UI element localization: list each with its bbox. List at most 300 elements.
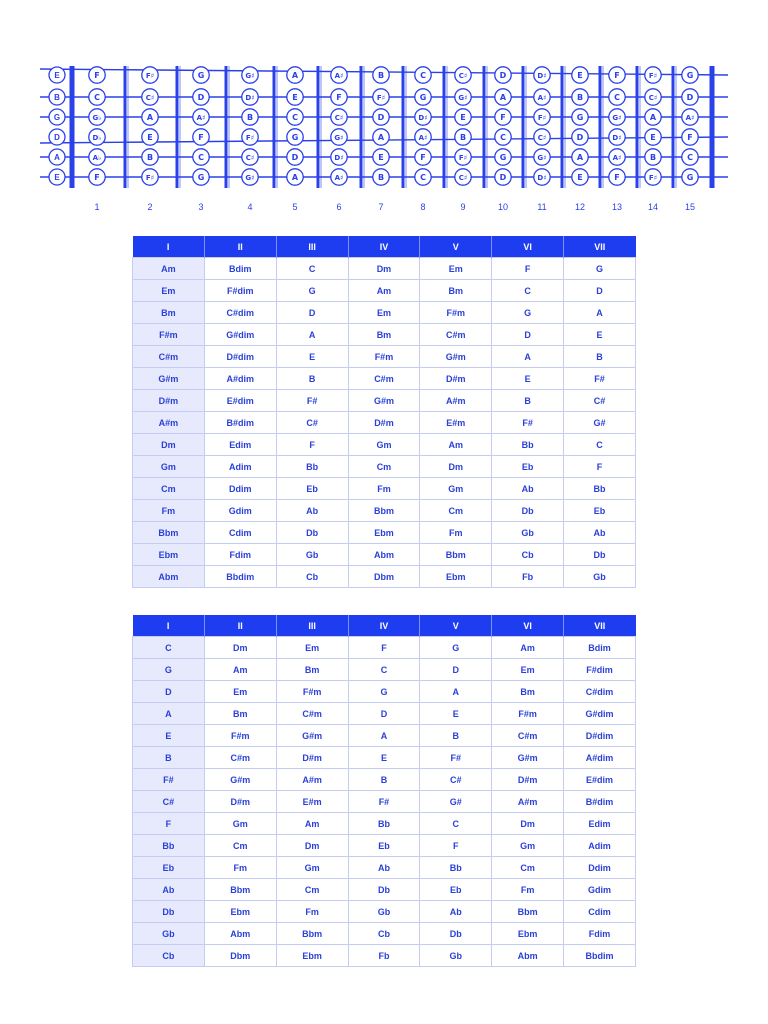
chord-cell: Ab [276, 500, 348, 522]
degree-header-i: I [133, 615, 205, 637]
chord-cell: Eb [492, 456, 564, 478]
chord-cell: E#dim [564, 769, 636, 791]
chord-cell: Gb [276, 544, 348, 566]
chord-cell: E#m [420, 412, 492, 434]
chord-cell: G [564, 258, 636, 280]
note-label: A [377, 133, 385, 143]
table-row [133, 522, 636, 544]
chord-cell: G# [564, 412, 636, 434]
chord-cell: Em [276, 637, 348, 659]
table-row [133, 478, 636, 500]
chord-cell: Bm [420, 280, 492, 302]
key-cell: Eb [133, 857, 205, 879]
chord-cell: C#m [420, 324, 492, 346]
chord-cell: Dm [492, 813, 564, 835]
chord-cell: G#m [204, 769, 276, 791]
chord-cell: Ddim [564, 857, 636, 879]
note-label: A♭ [92, 154, 102, 163]
note-label: D♯ [612, 134, 622, 143]
chord-cell: G#m [348, 390, 420, 412]
note-label: E [378, 153, 384, 163]
chord-cell: Edim [204, 434, 276, 456]
degree-header-i: I [133, 236, 205, 258]
chord-cell: A [348, 725, 420, 747]
chord-cell: Am [276, 813, 348, 835]
chord-cell: Bbm [276, 923, 348, 945]
degree-header-iv: IV [348, 615, 420, 637]
note-label: D♯ [245, 94, 255, 103]
note-label: F♯ [145, 72, 155, 81]
chord-cell: Bm [204, 703, 276, 725]
chord-cell: Bb [348, 813, 420, 835]
note-label: F [198, 133, 204, 143]
fret-bar [317, 66, 320, 188]
chord-cell: D [564, 280, 636, 302]
chord-cell: G#m [492, 747, 564, 769]
chord-cell: D [420, 659, 492, 681]
chord-cell: D#m [204, 791, 276, 813]
chord-cell: F# [564, 368, 636, 390]
table-row [133, 901, 636, 923]
chord-cell: C [564, 434, 636, 456]
note-label: G [686, 71, 694, 81]
note-label: G♯ [537, 154, 547, 163]
fret-number: 6 [336, 202, 342, 212]
minor-key-chord-table [132, 236, 636, 588]
chord-cell: G# [420, 791, 492, 813]
fret-bar [672, 66, 675, 188]
fret-number: 8 [420, 202, 426, 212]
chord-cell: Am [204, 659, 276, 681]
table-row [133, 879, 636, 901]
chord-cell: Ebm [276, 945, 348, 967]
chord-cell: B [348, 769, 420, 791]
chord-cell: Bb [420, 857, 492, 879]
note-label: G♭ [92, 114, 102, 123]
chord-cell: A [420, 681, 492, 703]
table-row [133, 637, 636, 659]
chord-cell: D [276, 302, 348, 324]
table-row [133, 769, 636, 791]
note-label: E [147, 133, 153, 143]
chord-cell: B#dim [564, 791, 636, 813]
chord-cell: Cb [348, 923, 420, 945]
chord-cell: C [276, 258, 348, 280]
chord-cell: C#dim [204, 302, 276, 324]
chord-cell: Em [204, 681, 276, 703]
chord-cell: Bbm [348, 500, 420, 522]
note-label: C [94, 93, 100, 103]
chord-cell: Gm [420, 478, 492, 500]
table-row [133, 945, 636, 967]
note-label: A♯ [334, 72, 344, 81]
minor-table-header-row [133, 236, 636, 258]
chord-cell: Am [420, 434, 492, 456]
fret-number: 12 [574, 202, 586, 212]
note-label: A [576, 153, 584, 163]
chord-cell: Gm [492, 835, 564, 857]
degree-header-iii: III [276, 236, 348, 258]
note-label: A♯ [196, 114, 206, 123]
note-label: D♯ [334, 154, 344, 163]
key-cell: Bb [133, 835, 205, 857]
chord-cell: Gb [348, 901, 420, 923]
chord-cell: Fm [204, 857, 276, 879]
fret-bar [483, 66, 486, 188]
note-label: B [459, 133, 467, 143]
note-label: F [94, 173, 100, 183]
chord-cell: C# [564, 390, 636, 412]
table-row [133, 346, 636, 368]
chord-cell: Ebm [492, 923, 564, 945]
fret-number: 7 [378, 202, 384, 212]
note-label: G [291, 133, 299, 143]
chord-cell: Abm [492, 945, 564, 967]
chord-cell: F#dim [204, 280, 276, 302]
chord-cell: E#dim [204, 390, 276, 412]
chord-cell: F [420, 835, 492, 857]
open-string-label: B [54, 93, 60, 103]
note-label: A [291, 173, 299, 183]
chord-cell: Ab [420, 901, 492, 923]
key-cell: A#m [133, 412, 205, 434]
table-row [133, 368, 636, 390]
chord-cell: Gm [276, 857, 348, 879]
chord-cell: Fdim [204, 544, 276, 566]
note-label: D [686, 93, 694, 103]
chord-cell: F#m [348, 346, 420, 368]
open-string-label: E [54, 71, 60, 81]
chord-cell: Dm [420, 456, 492, 478]
chord-cell: F# [276, 390, 348, 412]
note-label: F [614, 173, 620, 183]
chord-cell: Db [348, 879, 420, 901]
note-label: F♯ [537, 114, 547, 123]
chord-cell: C#dim [564, 681, 636, 703]
fretboard-diagram [0, 0, 768, 225]
chord-cell: Ebm [420, 566, 492, 588]
table-row [133, 324, 636, 346]
chord-cell: D#dim [564, 725, 636, 747]
chord-cell: E [564, 324, 636, 346]
table-row [133, 725, 636, 747]
note-label: A♯ [685, 114, 695, 123]
nut [70, 66, 75, 188]
chord-cell: F#m [420, 302, 492, 324]
chord-cell: Cm [492, 857, 564, 879]
table-row [133, 456, 636, 478]
fret-bar [124, 66, 127, 188]
chord-cell: B [276, 368, 348, 390]
chord-cell: F [276, 434, 348, 456]
chord-cell: Dm [204, 637, 276, 659]
note-label: D [499, 71, 507, 81]
note-label: C♯ [145, 94, 155, 103]
degree-header-vi: VI [492, 615, 564, 637]
key-cell: Gb [133, 923, 205, 945]
fret-bar [443, 66, 446, 188]
chord-cell: F# [492, 412, 564, 434]
fret-bar [599, 66, 602, 188]
note-label: B [246, 113, 254, 123]
chord-cell: Ab [492, 478, 564, 500]
note-label: G♯ [458, 94, 468, 103]
chord-cell: Edim [564, 813, 636, 835]
chord-cell: Gb [564, 566, 636, 588]
chord-cell: G#m [420, 346, 492, 368]
key-cell: F [133, 813, 205, 835]
key-cell: G#m [133, 368, 205, 390]
chord-cell: F# [348, 791, 420, 813]
note-label: F [94, 71, 100, 81]
degree-header-v: V [420, 615, 492, 637]
key-cell: Gm [133, 456, 205, 478]
chord-cell: A#dim [564, 747, 636, 769]
note-label: E [292, 93, 298, 103]
chord-cell: Eb [348, 835, 420, 857]
chord-cell: Cdim [204, 522, 276, 544]
key-cell: F# [133, 769, 205, 791]
table-row [133, 280, 636, 302]
chord-cell: Bdim [564, 637, 636, 659]
key-cell: Db [133, 901, 205, 923]
note-label: A [499, 93, 507, 103]
note-label: D♯ [537, 174, 547, 183]
chord-cell: Bdim [204, 258, 276, 280]
note-label: G♯ [334, 134, 344, 143]
chord-cell: Dbm [348, 566, 420, 588]
chord-cell: A#dim [204, 368, 276, 390]
open-string-label: A [54, 153, 60, 163]
chord-cell: D#m [348, 412, 420, 434]
note-label: C [500, 133, 506, 143]
chord-cell: G [492, 302, 564, 324]
table-row [133, 791, 636, 813]
fret-number: 5 [292, 202, 298, 212]
chord-cell: Gdim [204, 500, 276, 522]
chord-cell: Db [420, 923, 492, 945]
chord-cell: Eb [420, 879, 492, 901]
table-row [133, 258, 636, 280]
table-row [133, 659, 636, 681]
chord-cell: C#m [276, 703, 348, 725]
chord-cell: E#m [276, 791, 348, 813]
chord-cell: F# [420, 747, 492, 769]
chord-cell: Cm [348, 456, 420, 478]
fret-number: 13 [611, 202, 623, 212]
chord-cell: Fdim [564, 923, 636, 945]
note-label: B [649, 153, 657, 163]
chord-cell: C#m [492, 725, 564, 747]
chord-cell: E [348, 747, 420, 769]
note-label: G♯ [245, 72, 255, 81]
note-label: A♯ [418, 134, 428, 143]
fret-number: 9 [460, 202, 466, 212]
note-label: B [576, 93, 584, 103]
chord-cell: C [348, 659, 420, 681]
chord-cell: Db [492, 500, 564, 522]
note-label: G [197, 173, 205, 183]
degree-header-vii: VII [564, 615, 636, 637]
fret-number: 14 [647, 202, 659, 212]
note-label: F [420, 153, 426, 163]
chord-cell: Fm [492, 879, 564, 901]
chord-cell: B [564, 346, 636, 368]
chord-cell: Bb [492, 434, 564, 456]
table-row [133, 703, 636, 725]
chord-cell: Abm [348, 544, 420, 566]
degree-header-iv: IV [348, 236, 420, 258]
chord-cell: Bb [276, 456, 348, 478]
fret-bar [522, 66, 525, 188]
note-label: F♯ [648, 174, 658, 183]
chord-cell: Cm [420, 500, 492, 522]
chord-cell: Eb [564, 500, 636, 522]
note-label: D [377, 113, 385, 123]
note-label: B [377, 173, 385, 183]
note-label: D [197, 93, 205, 103]
note-label: C [292, 113, 298, 123]
note-label: F♯ [245, 134, 255, 143]
note-label: D♯ [537, 72, 547, 81]
note-label: F♯ [376, 94, 386, 103]
major-key-chord-table [132, 615, 636, 967]
chord-cell: F#m [492, 703, 564, 725]
chord-cell: Ebm [204, 901, 276, 923]
degree-header-ii: II [204, 615, 276, 637]
note-label: A [291, 71, 299, 81]
chord-cell: Bm [348, 324, 420, 346]
note-label: D♭ [92, 134, 102, 143]
note-label: C [614, 93, 620, 103]
chord-cell: Gm [204, 813, 276, 835]
chord-cell: Fm [420, 522, 492, 544]
open-string-label: G [53, 113, 61, 123]
fret-bar [360, 66, 363, 188]
note-label: F [500, 113, 506, 123]
chord-cell: C [492, 280, 564, 302]
chord-cell: A#m [276, 769, 348, 791]
table-row [133, 747, 636, 769]
key-cell: Am [133, 258, 205, 280]
key-cell: Cm [133, 478, 205, 500]
chord-cell: Cb [492, 544, 564, 566]
note-label: E [577, 71, 583, 81]
note-label: F [614, 71, 620, 81]
chord-cell: Bm [276, 659, 348, 681]
chord-cell: A [564, 302, 636, 324]
note-label: C♯ [245, 154, 255, 163]
fret-number: 3 [198, 202, 204, 212]
note-label: G [499, 153, 507, 163]
chord-cell: G [276, 280, 348, 302]
key-cell: Bm [133, 302, 205, 324]
chord-cell: D#m [276, 747, 348, 769]
table-row [133, 813, 636, 835]
chord-cell: D#m [492, 769, 564, 791]
note-label: F♯ [648, 72, 658, 81]
key-cell: Ebm [133, 544, 205, 566]
key-cell: E [133, 725, 205, 747]
chord-cell: Bbm [492, 901, 564, 923]
degree-header-vi: VI [492, 236, 564, 258]
note-label: C [420, 173, 426, 183]
key-cell: Abm [133, 566, 205, 588]
fret-number: 2 [147, 202, 153, 212]
chord-cell: A#m [492, 791, 564, 813]
chord-cell: Gm [348, 434, 420, 456]
key-cell: B [133, 747, 205, 769]
chord-cell: Dm [276, 835, 348, 857]
chord-cell: Abm [204, 923, 276, 945]
note-label: A [649, 113, 657, 123]
chord-cell: Dm [348, 258, 420, 280]
key-cell: Bbm [133, 522, 205, 544]
chord-cell: G#dim [564, 703, 636, 725]
note-label: C♯ [334, 114, 344, 123]
chord-cell: Cdim [564, 901, 636, 923]
chord-cell: E [492, 368, 564, 390]
key-cell: Fm [133, 500, 205, 522]
note-label: G [686, 173, 694, 183]
fret-number: 11 [537, 202, 547, 212]
chord-cell: Cb [276, 566, 348, 588]
note-label: F♯ [458, 154, 468, 163]
chord-cell: B#dim [204, 412, 276, 434]
key-cell: C#m [133, 346, 205, 368]
chord-cell: F#m [276, 681, 348, 703]
fret-number: 15 [684, 202, 696, 212]
chord-cell: F [348, 637, 420, 659]
chord-cell: C# [276, 412, 348, 434]
chord-cell: Ddim [204, 478, 276, 500]
note-label: E [577, 173, 583, 183]
chord-cell: Adim [204, 456, 276, 478]
key-cell: G [133, 659, 205, 681]
note-label: C♯ [458, 72, 468, 81]
chord-cell: C# [420, 769, 492, 791]
fret-bar [402, 66, 405, 188]
key-cell: D#m [133, 390, 205, 412]
chord-cell: Em [348, 302, 420, 324]
open-string-label: E [54, 173, 60, 183]
chord-cell: Bm [492, 681, 564, 703]
note-label: C [420, 71, 426, 81]
fret-number: 10 [497, 202, 509, 212]
table-row [133, 544, 636, 566]
key-cell: D [133, 681, 205, 703]
chord-cell: Ab [348, 857, 420, 879]
note-label: G♯ [612, 114, 622, 123]
chord-cell: C [420, 813, 492, 835]
key-cell: F#m [133, 324, 205, 346]
chord-cell: Gb [492, 522, 564, 544]
note-label: D♯ [418, 114, 428, 123]
table-row [133, 681, 636, 703]
chord-cell: Db [276, 522, 348, 544]
note-label: C♯ [648, 94, 658, 103]
key-cell: A [133, 703, 205, 725]
chord-cell: F#m [204, 725, 276, 747]
note-label: D [499, 173, 507, 183]
note-label: G [576, 113, 584, 123]
chord-cell: G#m [276, 725, 348, 747]
chord-cell: D [492, 324, 564, 346]
key-cell: C [133, 637, 205, 659]
note-label: C [687, 153, 693, 163]
degree-header-v: V [420, 236, 492, 258]
chord-cell: Fb [348, 945, 420, 967]
